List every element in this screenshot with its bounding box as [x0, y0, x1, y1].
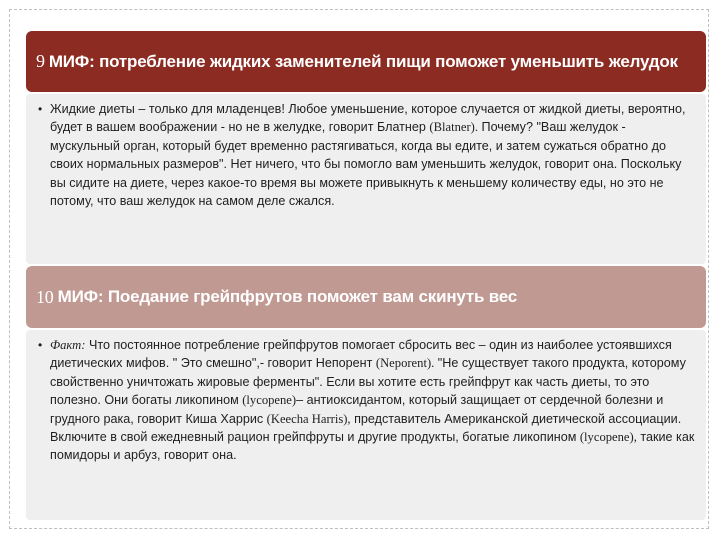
myth-10-body	[26, 330, 706, 520]
fact-label: Факт:	[50, 338, 86, 352]
bullet-icon: •	[38, 338, 43, 352]
myth-10-text-part: – антиоксидантом, который защищает от сердечной болезни и грудного рака, говорит Киша Харрис	[50, 393, 664, 426]
myth-9-name-blatner: (Blatner).	[429, 120, 479, 135]
myth-10-number: 10	[36, 286, 54, 307]
myth-10-title: МИФ: Поедание грейпфрутов поможет вам скинуть вес	[57, 287, 518, 306]
myth-9-body	[26, 94, 706, 264]
myth-10-text-part: Что постоянное потребление грейпфрутов помогает сбросить вес – один из наиболее устоявшихся диетических мифов. " Это смешно",- говорит Непорент	[50, 338, 672, 371]
myth-10-text-part: представитель Американской диетической ассоциации. Включите в свой ежедневный рацион грейпфруты и другие продукты, богатые ликопином	[50, 411, 682, 445]
myth-10-name-harris: (Keecha Harris),	[266, 411, 351, 426]
myth-10-term-lycopene: (lycopene)	[242, 393, 297, 408]
myth-9-title: МИФ: потребление жидких заменителей пищи поможет уменьшить желудок	[48, 51, 678, 71]
myth-9-text-part: Жидкие диеты – только для младенцев! Любое уменьшение, которое случается от жидкой диеты, вероятно, будет в вашем воображении - но не в желудке, говорит Блатнер	[50, 102, 686, 135]
myth-10-term-lycopene-2: (lycopene),	[579, 430, 637, 445]
myth-9-header	[26, 31, 706, 92]
bullet-icon: •	[38, 102, 43, 116]
myth-10-text	[50, 336, 698, 465]
myth-10-header	[26, 266, 706, 328]
myth-9-text-part: Почему? "Ваш желудок - мускульный орган, который будет временно растягиваться, когда вы едите, и затем сужаться обратно до своих нормальных размеров". Нет ничего, что бы помогло вам уменьшить желудок, говорит она. Поскольку вы сидите на диете, через какое-то время вы можете привыкнуть к меньшему количеству еды, но это не потому, что ваш желудок на самом деле сжался.	[50, 120, 682, 209]
myth-9-text	[50, 100, 698, 210]
myth-10-text-part: "Не существует такого продукта, которому свойственно уничтожать жировые ферменты". Если вы хотите есть грейпфрут как часть диеты, то это полезно. Они богаты ликопином	[50, 356, 686, 408]
myth-10-name-neporent: (Neporent).	[375, 356, 435, 371]
myth-10-text-part: такие как помидоры и арбуз, говорит она.	[50, 430, 695, 463]
myth-9-number: 9	[36, 51, 45, 71]
